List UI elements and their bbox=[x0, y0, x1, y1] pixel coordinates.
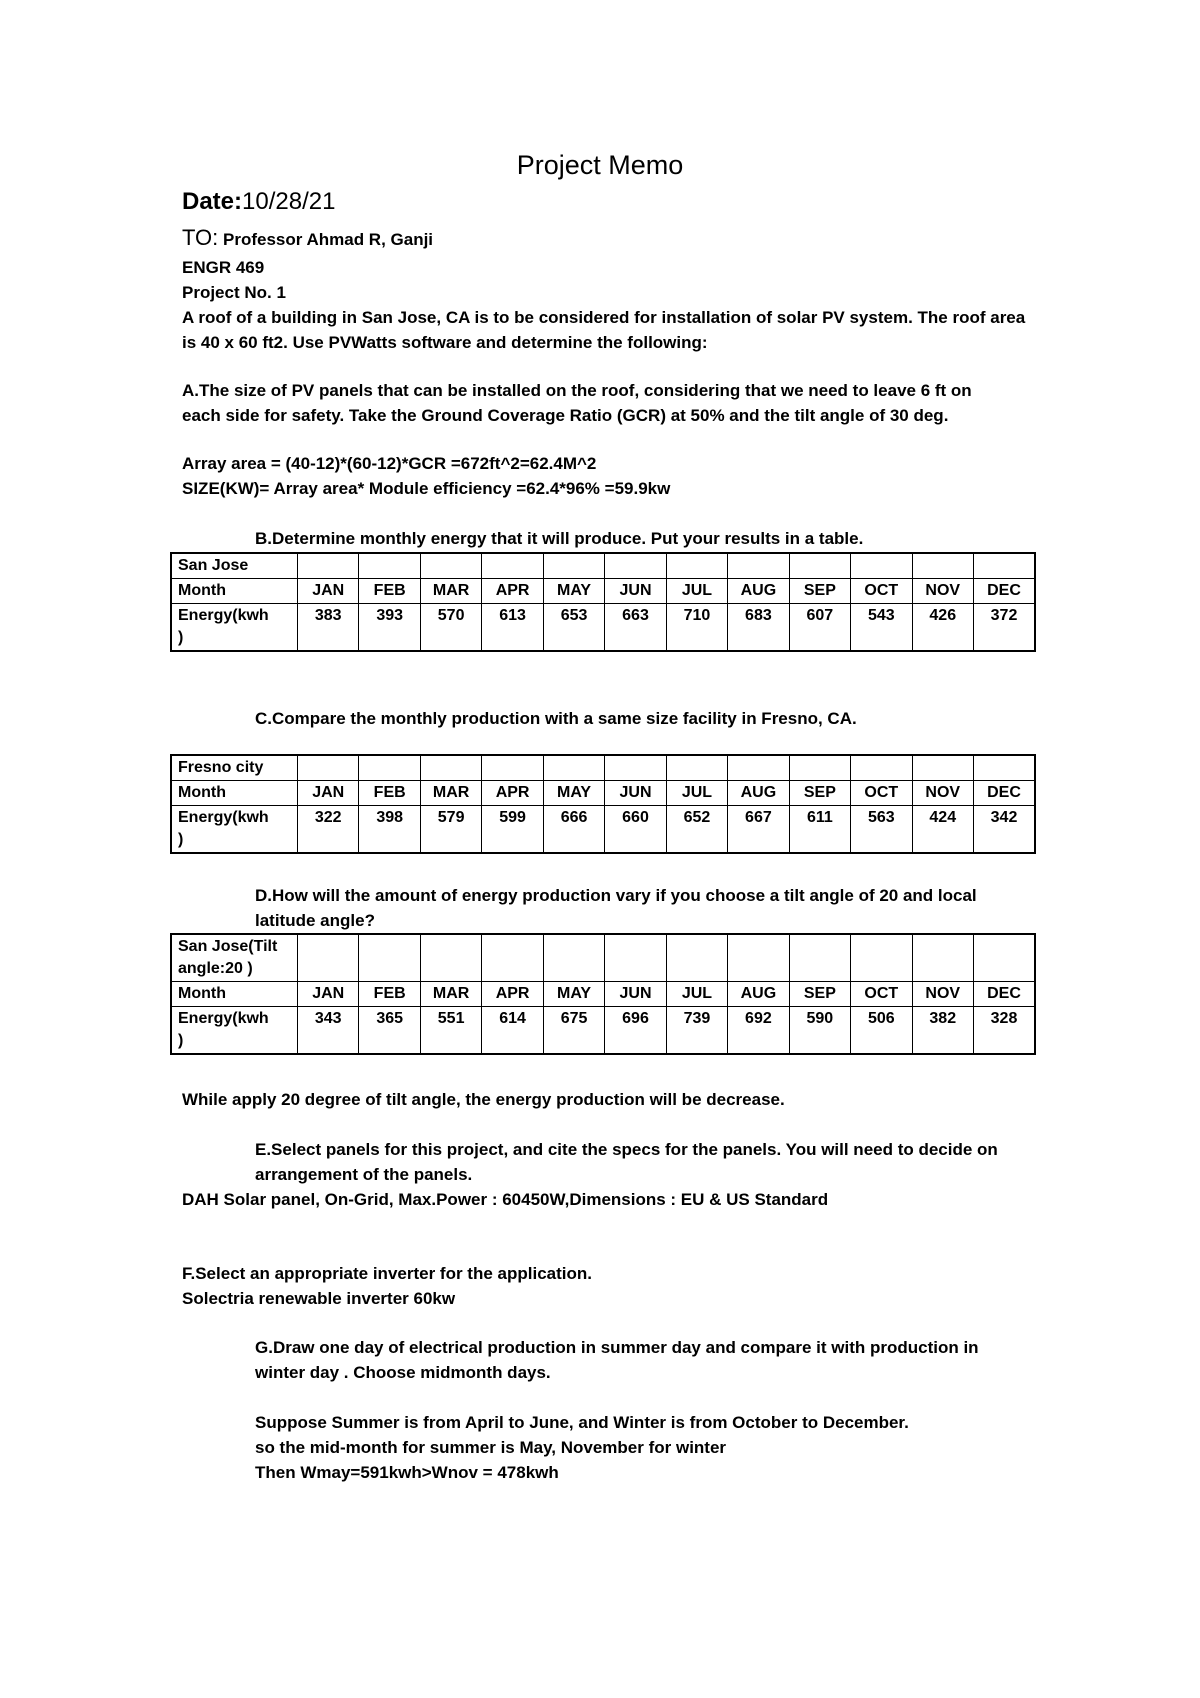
energy-value-cell: 322 bbox=[298, 806, 359, 854]
month-cell: AUG bbox=[728, 579, 789, 604]
question-a-line-1: A.The size of PV panels that can be installed on the roof, considering that we need to leave 6 ft on bbox=[182, 381, 972, 400]
question-g-line-2: winter day . Choose midmonth days. bbox=[255, 1363, 551, 1382]
energy-label-part: Energy(kwh bbox=[178, 809, 269, 826]
table-row bbox=[171, 806, 1035, 854]
mid-month-note: so the mid-month for summer is May, November for winter bbox=[255, 1438, 727, 1457]
intro-line-2: is 40 x 60 ft2. Use PVWatts software and determine the following: bbox=[182, 333, 708, 352]
size-kw-line: SIZE(KW)= Array area* Module efficiency =62.4*96% =59.9kw bbox=[182, 479, 671, 498]
question-e-line-1: E.Select panels for this project, and cite the specs for the panels. You will need to decide on bbox=[255, 1140, 998, 1159]
month-cell: NOV bbox=[912, 579, 973, 604]
month-label-cell: Month bbox=[171, 579, 298, 604]
intro-line-1: A roof of a building in San Jose, CA is to be considered for installation of solar PV system. The roof area bbox=[182, 308, 1026, 327]
energy-value-cell: 383 bbox=[298, 604, 359, 652]
array-area-line: Array area = (40-12)*(60-12)*GCR =672ft^2=62.4M^2 bbox=[182, 454, 597, 473]
month-cell: MAR bbox=[420, 781, 481, 806]
project-number: Project No. 1 bbox=[182, 283, 286, 302]
table-location-cell: San Jose bbox=[171, 553, 298, 579]
month-cell: AUG bbox=[728, 781, 789, 806]
energy-value-cell: 426 bbox=[912, 604, 973, 652]
table-row bbox=[171, 755, 1035, 781]
month-cell: OCT bbox=[851, 781, 912, 806]
energy-value-cell: 683 bbox=[728, 604, 789, 652]
table-row bbox=[171, 1007, 1035, 1055]
panel-answer: DAH Solar panel, On-Grid, Max.Power : 60450W,Dimensions : EU & US Standard bbox=[182, 1190, 829, 1209]
month-cell: JAN bbox=[298, 982, 359, 1007]
month-cell: NOV bbox=[912, 781, 973, 806]
energy-value-cell: 739 bbox=[666, 1007, 727, 1055]
month-cell: JAN bbox=[298, 781, 359, 806]
month-cell: FEB bbox=[359, 579, 420, 604]
month-cell: MAR bbox=[420, 982, 481, 1007]
page-title: Project Memo bbox=[516, 150, 684, 180]
month-cell: APR bbox=[482, 781, 543, 806]
energy-value-cell: 692 bbox=[728, 1007, 789, 1055]
month-cell: MAR bbox=[420, 579, 481, 604]
energy-value-cell: 382 bbox=[912, 1007, 973, 1055]
month-cell: JUL bbox=[666, 781, 727, 806]
question-e-line-2: arrangement of the panels. bbox=[255, 1165, 473, 1184]
question-g-line-1: G.Draw one day of electrical production in summer day and compare it with production in bbox=[255, 1338, 979, 1357]
month-cell: FEB bbox=[359, 781, 420, 806]
table-location-cell bbox=[171, 934, 298, 982]
month-cell: DEC bbox=[973, 982, 1035, 1007]
energy-value-cell: 710 bbox=[666, 604, 727, 652]
tilt-conclusion: While apply 20 degree of tilt angle, the energy production will be decrease. bbox=[182, 1090, 785, 1109]
month-label-cell: Month bbox=[171, 982, 298, 1007]
energy-value-cell: 563 bbox=[851, 806, 912, 854]
month-cell: OCT bbox=[851, 579, 912, 604]
to-value: Professor Ahmad R, Ganji bbox=[223, 230, 434, 249]
month-cell: JUL bbox=[666, 579, 727, 604]
san-jose-table bbox=[170, 552, 1036, 652]
energy-value-cell: 365 bbox=[359, 1007, 420, 1055]
month-cell: APR bbox=[482, 579, 543, 604]
energy-value-cell: 424 bbox=[912, 806, 973, 854]
energy-label-part: ) bbox=[178, 1032, 184, 1049]
question-d-line-1: D.How will the amount of energy production vary if you choose a tilt angle of 20 and local bbox=[255, 886, 977, 905]
month-cell: MAY bbox=[543, 579, 604, 604]
energy-value-cell: 696 bbox=[605, 1007, 666, 1055]
energy-value-cell: 398 bbox=[359, 806, 420, 854]
month-cell: DEC bbox=[973, 781, 1035, 806]
energy-value-cell: 666 bbox=[543, 806, 604, 854]
inverter-answer: Solectria renewable inverter 60kw bbox=[182, 1289, 456, 1308]
energy-value-cell: 613 bbox=[482, 604, 543, 652]
table-row bbox=[171, 604, 1035, 652]
energy-label-part: Energy(kwh bbox=[178, 607, 269, 624]
location-label-part: angle:20 ) bbox=[178, 960, 253, 977]
energy-label-part: ) bbox=[178, 629, 184, 646]
month-cell: AUG bbox=[728, 982, 789, 1007]
table-row bbox=[171, 579, 1035, 604]
month-cell: JUL bbox=[666, 982, 727, 1007]
energy-value-cell: 372 bbox=[973, 604, 1035, 652]
month-cell: JUN bbox=[605, 579, 666, 604]
energy-value-cell: 663 bbox=[605, 604, 666, 652]
season-assumption: Suppose Summer is from April to June, and Winter is from October to December. bbox=[255, 1413, 909, 1432]
energy-label-part: Energy(kwh bbox=[178, 1010, 269, 1027]
energy-label-cell bbox=[171, 1007, 298, 1055]
to-label: TO: bbox=[182, 225, 219, 250]
energy-comparison-result: Then Wmay=591kwh>Wnov = 478kwh bbox=[255, 1463, 559, 1482]
to-line bbox=[182, 226, 433, 252]
energy-value-cell: 342 bbox=[973, 806, 1035, 854]
energy-label-part: ) bbox=[178, 831, 184, 848]
month-cell: SEP bbox=[789, 982, 850, 1007]
energy-value-cell: 543 bbox=[851, 604, 912, 652]
month-cell: NOV bbox=[912, 982, 973, 1007]
tilt-table bbox=[170, 933, 1036, 1055]
energy-value-cell: 607 bbox=[789, 604, 850, 652]
energy-value-cell: 570 bbox=[420, 604, 481, 652]
energy-value-cell: 551 bbox=[420, 1007, 481, 1055]
energy-value-cell: 653 bbox=[543, 604, 604, 652]
month-cell: MAY bbox=[543, 982, 604, 1007]
date-label: Date: bbox=[182, 188, 243, 215]
fresno-table bbox=[170, 754, 1036, 854]
question-f-heading: F.Select an appropriate inverter for the application. bbox=[182, 1264, 592, 1283]
month-cell: FEB bbox=[359, 982, 420, 1007]
energy-value-cell: 611 bbox=[789, 806, 850, 854]
energy-value-cell: 506 bbox=[851, 1007, 912, 1055]
date-line bbox=[182, 190, 335, 214]
course-line: ENGR 469 bbox=[182, 258, 265, 277]
energy-value-cell: 599 bbox=[482, 806, 543, 854]
table-row bbox=[171, 781, 1035, 806]
month-cell: JUN bbox=[605, 781, 666, 806]
table-row bbox=[171, 982, 1035, 1007]
month-cell: JAN bbox=[298, 579, 359, 604]
month-cell: SEP bbox=[789, 781, 850, 806]
energy-value-cell: 614 bbox=[482, 1007, 543, 1055]
month-cell: JUN bbox=[605, 982, 666, 1007]
table-location-cell: Fresno city bbox=[171, 755, 298, 781]
month-cell: SEP bbox=[789, 579, 850, 604]
energy-label-cell bbox=[171, 806, 298, 854]
table-row bbox=[171, 934, 1035, 982]
question-c-heading: C.Compare the monthly production with a same size facility in Fresno, CA. bbox=[255, 709, 857, 728]
location-label-part: San Jose(Tilt bbox=[178, 938, 278, 955]
month-cell: OCT bbox=[851, 982, 912, 1007]
energy-value-cell: 675 bbox=[543, 1007, 604, 1055]
question-a-line-2: each side for safety. Take the Ground Coverage Ratio (GCR) at 50% and the tilt angle of 30 deg. bbox=[182, 406, 949, 425]
question-d-line-2: latitude angle? bbox=[255, 911, 375, 930]
month-cell: DEC bbox=[973, 579, 1035, 604]
month-cell: APR bbox=[482, 982, 543, 1007]
energy-value-cell: 652 bbox=[666, 806, 727, 854]
date-value: 10/28/21 bbox=[242, 188, 336, 215]
energy-value-cell: 343 bbox=[298, 1007, 359, 1055]
question-b-heading: B.Determine monthly energy that it will produce. Put your results in a table. bbox=[255, 529, 864, 548]
energy-value-cell: 667 bbox=[728, 806, 789, 854]
energy-value-cell: 393 bbox=[359, 604, 420, 652]
table-row bbox=[171, 553, 1035, 579]
energy-value-cell: 590 bbox=[789, 1007, 850, 1055]
energy-label-cell bbox=[171, 604, 298, 652]
month-label-cell: Month bbox=[171, 781, 298, 806]
energy-value-cell: 579 bbox=[420, 806, 481, 854]
energy-value-cell: 660 bbox=[605, 806, 666, 854]
month-cell: MAY bbox=[543, 781, 604, 806]
energy-value-cell: 328 bbox=[973, 1007, 1035, 1055]
